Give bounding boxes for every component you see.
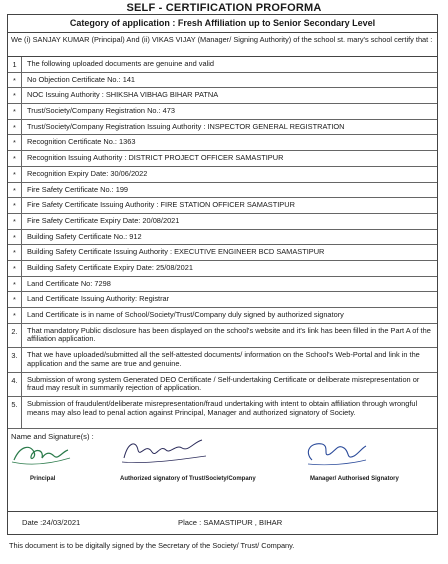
table-row: [8, 277, 437, 293]
date-text: Date :24/03/2021: [22, 518, 81, 527]
row-number: *: [8, 151, 22, 166]
table-row: [8, 245, 437, 261]
row-number: *: [8, 245, 22, 260]
row-text: Land Certificate No: 7298: [27, 278, 111, 288]
place-text: Place : SAMASTIPUR , BIHAR: [178, 518, 283, 527]
principal-signature: [10, 440, 72, 470]
row-number: *: [8, 198, 22, 213]
row-number: *: [8, 183, 22, 198]
date-place-bar: [8, 511, 437, 534]
row-text: NOC Issuing Authority : SHIKSHA VIBHAG BIHAR PATNA: [27, 90, 219, 100]
table-row: [8, 57, 437, 73]
document-list: [8, 57, 437, 324]
table-row: [8, 292, 437, 308]
signature-area: [8, 444, 437, 484]
table-row: [8, 397, 437, 429]
table-row: [8, 308, 437, 324]
row-text: Building Safety Certificate Issuing Authority : EXECUTIVE ENGINEER BCD SAMASTIPUR: [27, 247, 325, 257]
table-row: [8, 324, 437, 349]
principal-label: Principal: [30, 476, 56, 483]
trust-signatory-label: Authorized signatory of Trust/Society/Company: [120, 476, 256, 483]
table-row: [8, 230, 437, 246]
intro-text: We (i) SANJAY KUMAR (Principal) And (ii) VIKAS VIJAY (Manager/ Signing Authority) of the school st. mary's school certify that :: [8, 33, 437, 57]
row-text: Submission of fraudulent/deliberate misrepresentation/fraud undertaking with intent to obtain affiliation through wrongful means may also lead to penal action against Principal, Manager and authorized signatory of Society.: [27, 399, 418, 417]
table-row: [8, 348, 437, 373]
row-number: *: [8, 73, 22, 88]
row-text: Fire Safety Certificate No.: 199: [27, 184, 129, 194]
row-number: *: [8, 167, 22, 182]
row-text: No Objection Certificate No.: 141: [27, 74, 136, 84]
row-number: *: [8, 104, 22, 119]
row-number: 4.: [8, 373, 22, 397]
row-number: *: [8, 135, 22, 150]
signature-heading: Name and Signature(s) :: [11, 432, 94, 442]
row-number: *: [8, 88, 22, 103]
row-text: Trust/Society/Company Registration No.: 473: [27, 106, 176, 116]
trust-signature: [118, 432, 210, 468]
footer-note: This document is to be digitally signed by the Secretary of the Society/ Trust/ Company.: [9, 541, 295, 550]
table-row: [8, 373, 437, 398]
row-text: That we have uploaded/submitted all the self-attested documents/ information on the School's Web-Portal and link in the application and the same are true and genuine.: [27, 350, 420, 368]
row-text: Submission of wrong system Generated DEO Certificate / Self-undertaking Certificate or deliberate misrepresentation or fraud may result in summarily rejection of application.: [27, 374, 420, 393]
row-text: Fire Safety Certificate Expiry Date: 20/08/2021: [27, 215, 180, 225]
row-text: Building Safety Certificate Expiry Date: 25/08/2021: [27, 262, 193, 272]
row-text: Recognition Expiry Date: 30/06/2022: [27, 168, 148, 178]
row-text: That mandatory Public disclosure has been displayed on the school's website and it's link has been filled in the Part A of the affiliation application.: [27, 325, 431, 344]
row-text: Land Certificate Issuing Authority: Registrar: [27, 294, 170, 304]
row-text: Land Certificate is in name of School/Society/Trust/Company duly signed by authorized signatory: [27, 310, 344, 319]
row-text: Recognition Certificate No.: 1363: [27, 137, 136, 147]
row-number: *: [8, 308, 22, 323]
declaration-list: [8, 324, 437, 430]
table-row: [8, 261, 437, 277]
table-row: [8, 151, 437, 167]
row-number: *: [8, 230, 22, 245]
manager-label: Manager/ Authorised Signatory: [310, 476, 399, 483]
table-row: [8, 120, 437, 136]
category-heading: Category of application : Fresh Affiliation up to Senior Secondary Level: [8, 15, 437, 33]
table-row: [8, 88, 437, 104]
row-number: 1: [8, 57, 22, 72]
row-text: Fire Safety Certificate Issuing Authority : FIRE STATION OFFICER SAMASTIPUR: [27, 200, 295, 210]
proforma-table: [7, 14, 438, 535]
document-title: SELF - CERTIFICATION PROFORMA: [126, 2, 322, 14]
row-text: Recognition Issuing Authority : DISTRICT PROJECT OFFICER SAMASTIPUR: [27, 153, 284, 163]
row-number: *: [8, 261, 22, 276]
table-row: [8, 198, 437, 214]
row-number: *: [8, 292, 22, 307]
table-row: [8, 183, 437, 199]
table-row: [8, 73, 437, 89]
table-row: [8, 135, 437, 151]
row-number: 3.: [8, 348, 22, 372]
row-number: *: [8, 277, 22, 292]
row-number: *: [8, 120, 22, 135]
table-row: [8, 167, 437, 183]
table-row: [8, 214, 437, 230]
table-row: [8, 104, 437, 120]
row-text: Trust/Society/Company Registration Issuing Authority : INSPECTOR GENERAL REGISTRATION: [27, 121, 345, 131]
row-number: 5.: [8, 397, 22, 428]
row-text: Building Safety Certificate No.: 912: [27, 231, 142, 241]
manager-signature: [300, 438, 370, 470]
row-number: *: [8, 214, 22, 229]
row-text: The following uploaded documents are genuine and valid: [27, 59, 214, 68]
row-number: 2.: [8, 324, 22, 348]
